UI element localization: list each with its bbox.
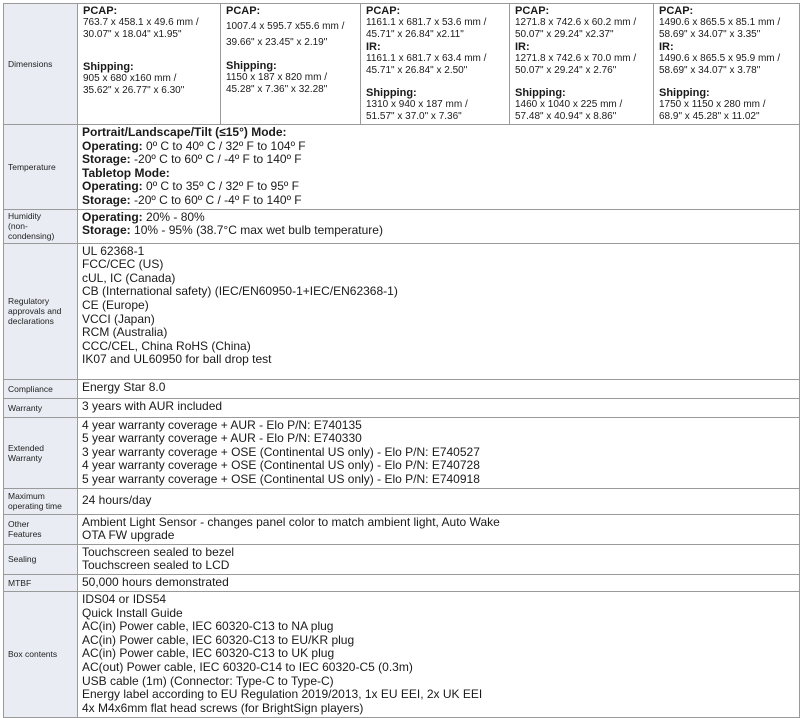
temperature-label: Temperature <box>4 125 78 210</box>
pcap-in: 30.07" x 18.04" x1.95" <box>83 29 182 40</box>
row-warranty <box>4 398 800 417</box>
mode-heading: Portrait/Landscape/Tilt (≤15°) Mode: <box>82 125 287 139</box>
other-features-label: Other Features <box>4 514 78 544</box>
shipping-in: 57.48" x 40.94" x 8.86" <box>515 111 617 122</box>
pcap-mm: 1271.8 x 742.6 x 60.2 mm / <box>515 17 637 28</box>
mtbf-label: MTBF <box>4 574 78 591</box>
warranty-label: Warranty <box>4 398 78 417</box>
list-item: AC(out) Power cable, IEC 60320-C14 to IEC 60320-C5 (0.3m) <box>82 659 413 674</box>
shipping-in: 45.28" x 7.36" x 32.28" <box>226 84 328 95</box>
row-mtbf <box>4 574 800 591</box>
ir-heading: IR: <box>366 41 381 53</box>
dimensions-col-3 <box>361 4 510 125</box>
ir-mm: 1490.6 x 865.5 x 95.9 mm / <box>659 53 781 64</box>
pcap-mm: 763.7 x 458.1 x 49.6 mm / <box>83 17 199 28</box>
dimensions-col-1 <box>78 4 221 125</box>
shipping-heading: Shipping: <box>659 87 710 99</box>
shipping-heading: Shipping: <box>226 60 277 72</box>
shipping-mm: 905 x 680 x160 mm / <box>83 73 177 84</box>
pcap-in: 39.66" x 23.45" x 2.19" <box>226 37 328 48</box>
temp-line: Operating: 0º C to 40º C / 32º F to 104º F <box>82 138 306 153</box>
list-item: FCC/CEC (US) <box>82 257 164 272</box>
extended-warranty-value <box>78 417 800 488</box>
list-item: CB (International safety) (IEC/EN60950-1+IEC/EN62368-1) <box>82 284 398 299</box>
pcap-heading: PCAP: <box>83 5 118 17</box>
list-item: Ambient Light Sensor - changes panel color to match ambient light, Auto Wake <box>82 514 500 529</box>
row-box-contents <box>4 591 800 717</box>
list-item: RCM (Australia) <box>82 325 168 340</box>
ir-in: 58.69" x 34.07" x 3.78" <box>659 65 761 76</box>
list-item: IK07 and UL60950 for ball drop test <box>82 352 272 367</box>
pcap-heading: PCAP: <box>366 5 401 17</box>
pcap-heading: PCAP: <box>226 5 261 17</box>
dimensions-label: Dimensions <box>4 4 78 125</box>
temp-line: Storage: -20º C to 60º C / -4º F to 140º F <box>82 192 302 207</box>
ir-mm: 1161.1 x 681.7 x 63.4 mm / <box>366 53 487 64</box>
shipping-in: 68.9" x 45.28" x 11.02" <box>659 111 760 122</box>
row-compliance <box>4 379 800 398</box>
humidity-line: Storage: 10% - 95% (38.7°C max wet bulb temperature) <box>82 223 383 238</box>
regulatory-value <box>78 243 800 379</box>
box-contents-value <box>78 591 800 717</box>
temp-line: Operating: 0º C to 35º C / 32º F to 95º F <box>82 179 299 194</box>
sealing-value <box>78 544 800 574</box>
dimensions-col-4 <box>510 4 654 125</box>
list-item: IDS04 or IDS54 <box>82 591 167 606</box>
compliance-value: Energy Star 8.0 <box>78 379 800 398</box>
max-operating-time-value: 24 hours/day <box>78 488 800 514</box>
temperature-value <box>78 125 800 210</box>
humidity-line: Operating: 20% - 80% <box>82 209 205 224</box>
row-extended-warranty <box>4 417 800 488</box>
shipping-heading: Shipping: <box>83 61 134 73</box>
pcap-mm: 1161.1 x 681.7 x 53.6 mm / <box>366 17 487 28</box>
list-item: cUL, IC (Canada) <box>82 270 176 285</box>
list-item: Touchscreen sealed to LCD <box>82 558 230 573</box>
pcap-mm: 1490.6 x 865.5 x 85.1 mm / <box>659 17 781 28</box>
pcap-mm: 1007.4 x 595.7 x55.6 mm / <box>226 21 345 32</box>
pcap-heading: PCAP: <box>515 5 550 17</box>
pcap-in: 45.71" x 26.84" x2.11" <box>366 29 464 40</box>
mtbf-value: 50,000 hours demonstrated <box>78 574 800 591</box>
list-item: 5 year warranty coverage + OSE (Continental US only) - Elo P/N: E740918 <box>82 471 480 486</box>
list-item: AC(in) Power cable, IEC 60320-C13 to EU/KR plug <box>82 632 355 647</box>
ir-in: 45.71" x 26.84" x 2.50" <box>366 65 468 76</box>
list-item: OTA FW upgrade <box>82 528 175 543</box>
humidity-value <box>78 209 800 243</box>
extended-warranty-label: Extended Warranty <box>4 417 78 488</box>
max-operating-time-label: Maximum operating time <box>4 488 78 514</box>
list-item: AC(in) Power cable, IEC 60320-C13 to UK plug <box>82 646 335 661</box>
shipping-in: 35.62" x 26.77" x 6.30" <box>83 85 185 96</box>
list-item: USB cable (1m) (Connector: Type-C to Type-C) <box>82 673 334 688</box>
temp-line: Storage: -20º C to 60º C / -4º F to 140º F <box>82 152 302 167</box>
list-item: CCC/CEL, China RoHS (China) <box>82 338 251 353</box>
list-item: 4 year warranty coverage + AUR - Elo P/N: E740135 <box>82 417 362 432</box>
ir-in: 50.07" x 29.24" x 2.76" <box>515 65 617 76</box>
sealing-label: Sealing <box>4 544 78 574</box>
list-item: Touchscreen sealed to bezel <box>82 544 235 559</box>
list-item: 4 year warranty coverage + OSE (Continental US only) - Elo P/N: E740728 <box>82 458 480 473</box>
box-contents-label: Box contents <box>4 591 78 717</box>
ir-heading: IR: <box>659 41 674 53</box>
row-humidity <box>4 209 800 243</box>
shipping-in: 51.57" x 37.0" x 7.36" <box>366 111 462 122</box>
list-item: VCCI (Japan) <box>82 311 155 326</box>
row-regulatory <box>4 243 800 379</box>
pcap-heading: PCAP: <box>659 5 694 17</box>
row-max-operating-time <box>4 488 800 514</box>
row-other-features <box>4 514 800 544</box>
mode-heading: Tabletop Mode: <box>82 165 170 180</box>
pcap-in: 58.69" x 34.07" x 3.35" <box>659 29 761 40</box>
shipping-mm: 1750 x 1150 x 280 mm / <box>659 99 766 110</box>
regulatory-label: Regulatory approvals and declarations <box>4 243 78 379</box>
shipping-heading: Shipping: <box>515 87 566 99</box>
ir-mm: 1271.8 x 742.6 x 70.0 mm / <box>515 53 637 64</box>
spec-table <box>3 3 800 718</box>
list-item: UL 62368-1 <box>82 243 145 258</box>
dimensions-col-2 <box>221 4 361 125</box>
dimensions-col-5 <box>654 4 800 125</box>
list-item: AC(in) Power cable, IEC 60320-C13 to NA plug <box>82 619 334 634</box>
warranty-value: 3 years with AUR included <box>78 398 800 417</box>
humidity-label: Humidity (non- condensing) <box>4 209 78 243</box>
list-item: Quick Install Guide <box>82 605 183 620</box>
pcap-in: 50.07" x 29.24" x2.37" <box>515 29 614 40</box>
compliance-label: Compliance <box>4 379 78 398</box>
list-item: Energy label according to EU Regulation 2019/2013, 1x EU EEI, 2x UK EEI <box>82 687 483 702</box>
list-item: 5 year warranty coverage + AUR - Elo P/N: E740330 <box>82 431 362 446</box>
shipping-mm: 1460 x 1040 x 225 mm / <box>515 99 623 110</box>
shipping-heading: Shipping: <box>366 87 417 99</box>
row-dimensions <box>4 4 800 125</box>
list-item: CE (Europe) <box>82 297 149 312</box>
other-features-value <box>78 514 800 544</box>
row-sealing <box>4 544 800 574</box>
list-item: 4x M4x6mm flat head screws (for BrightSign players) <box>82 700 364 715</box>
ir-heading: IR: <box>515 41 530 53</box>
shipping-mm: 1310 x 940 x 187 mm / <box>366 99 468 110</box>
row-temperature <box>4 125 800 210</box>
shipping-mm: 1150 x 187 x 820 mm / <box>226 72 327 83</box>
list-item: 3 year warranty coverage + OSE (Continental US only) - Elo P/N: E740527 <box>82 444 480 459</box>
